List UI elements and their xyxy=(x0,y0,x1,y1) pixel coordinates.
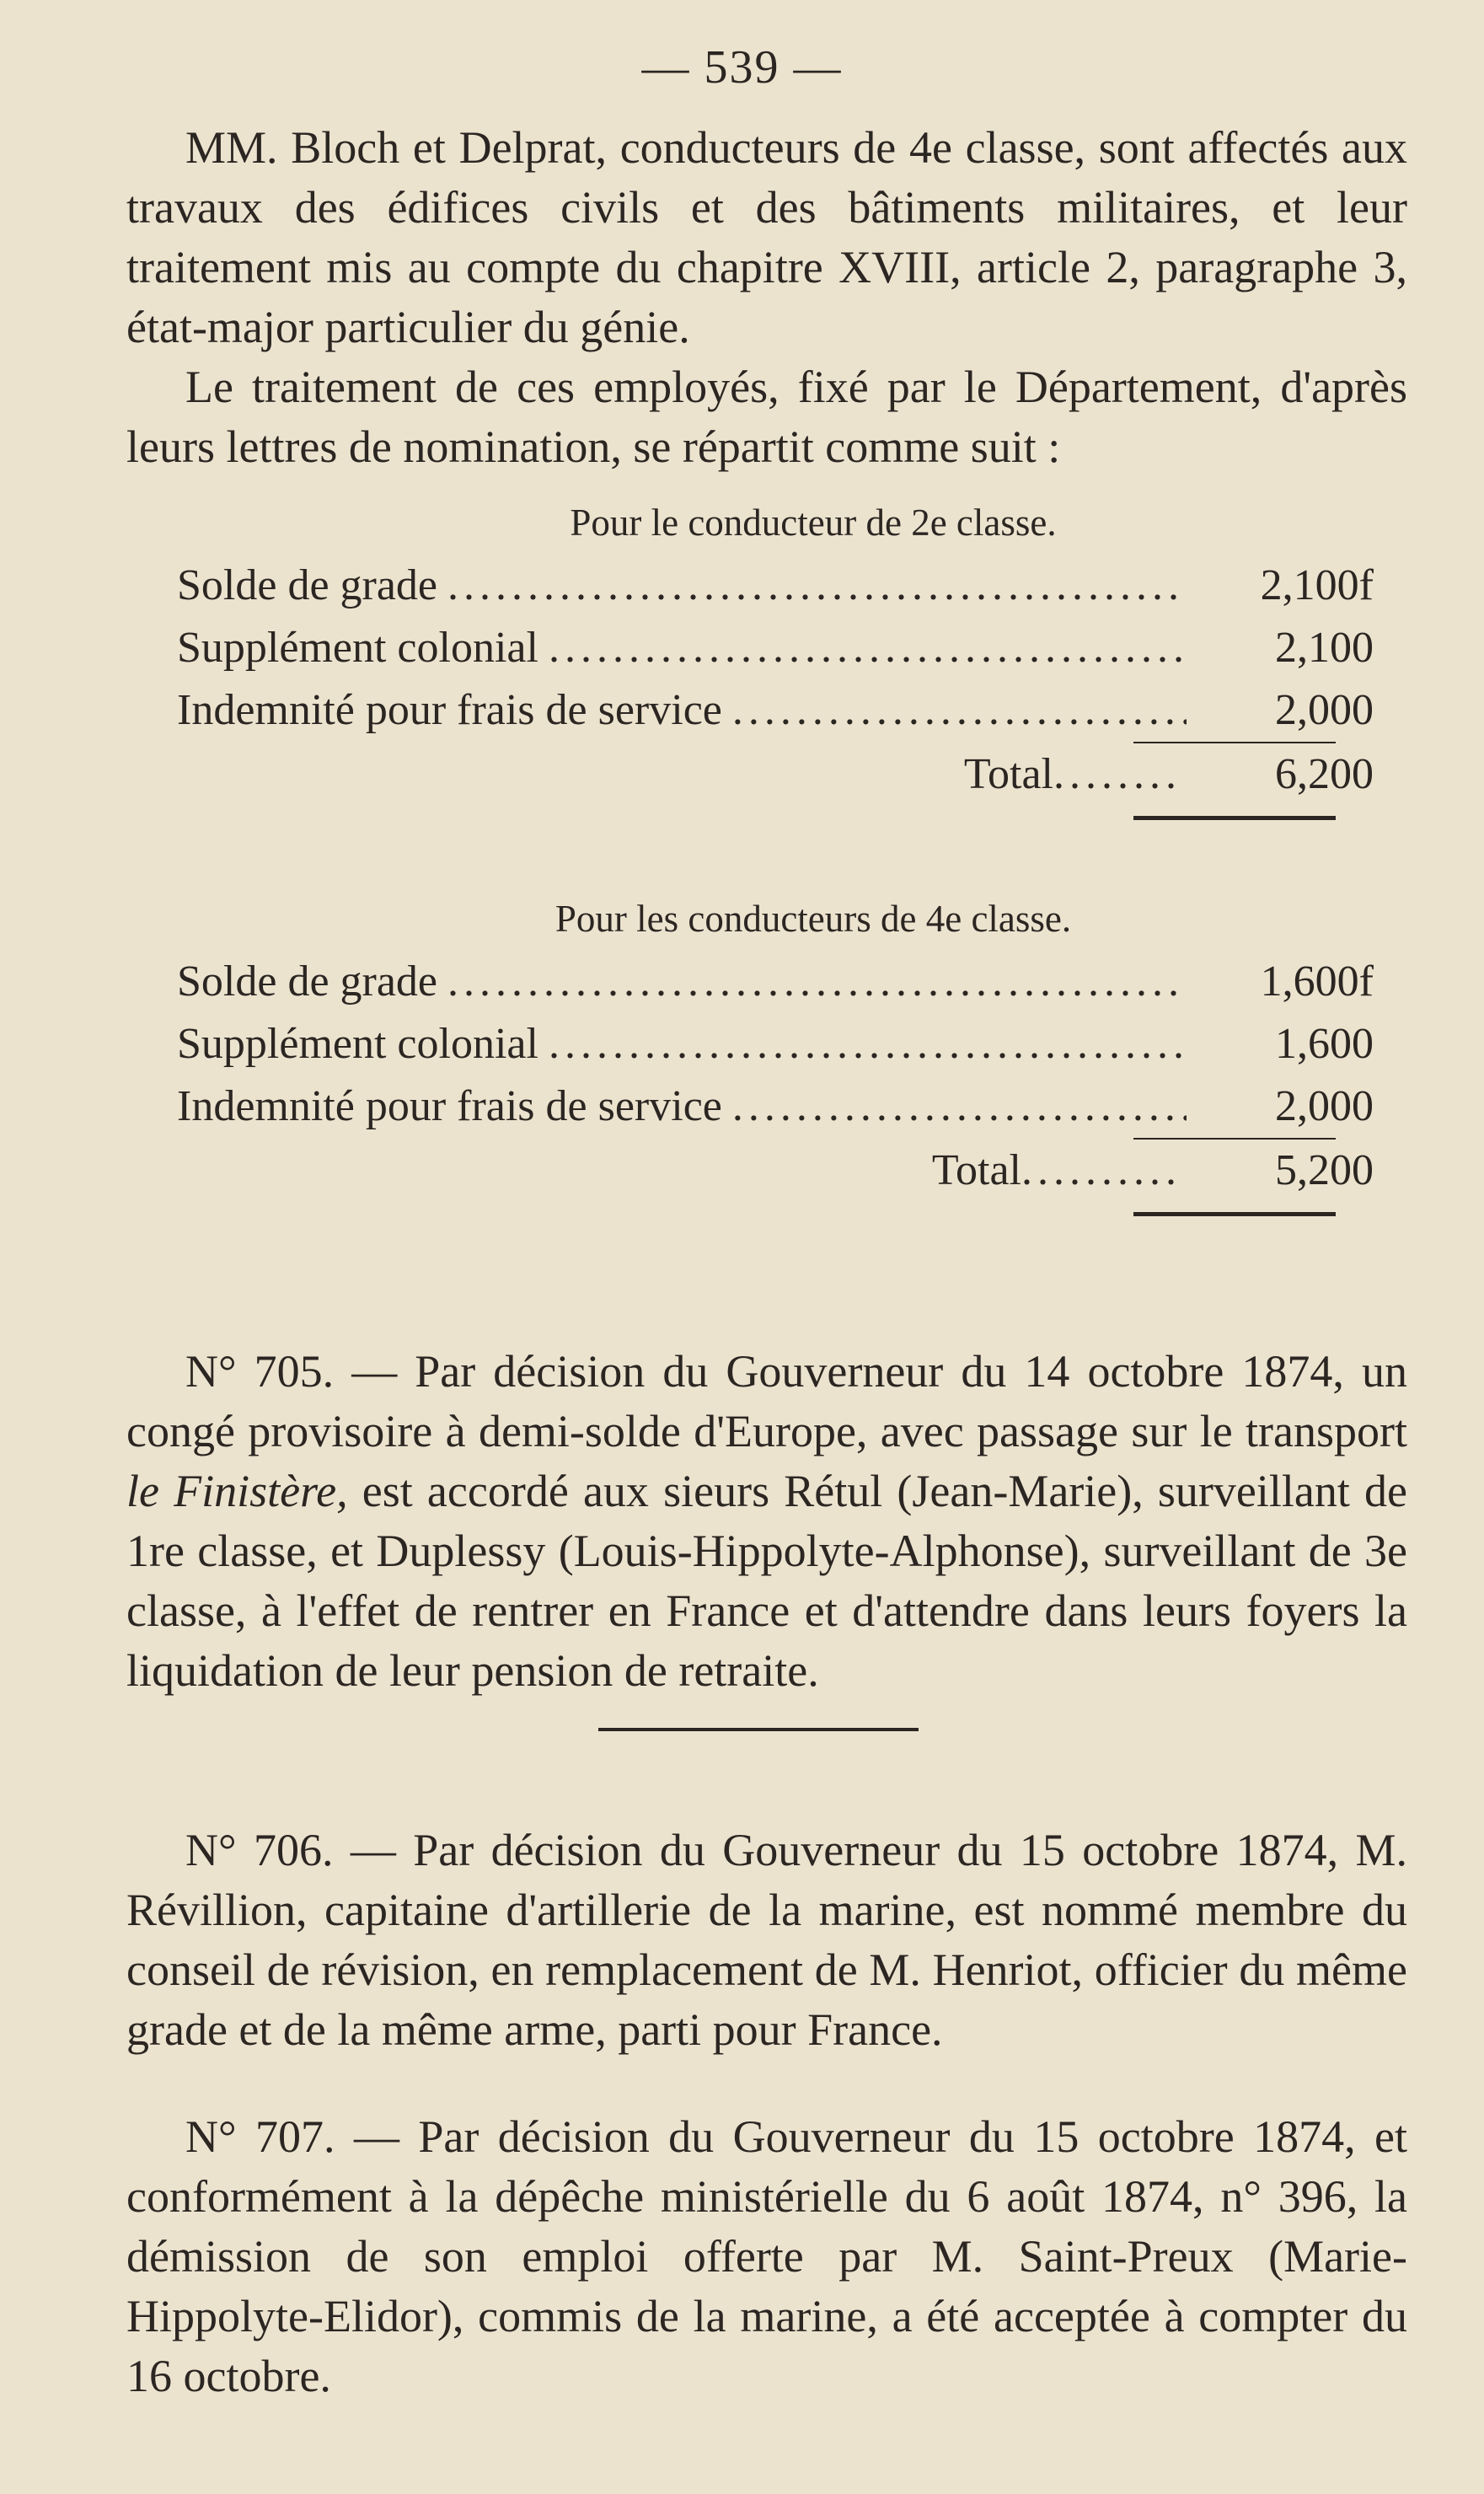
intro-section xyxy=(126,118,1407,477)
leader-dots xyxy=(732,1075,1187,1138)
leader-dots xyxy=(447,951,1187,1013)
decision-707-text: N° 707. — Par décision du Gouverneur du 15 octobre 1874, et conformément à la dépêche ministérielle du 6 août 1874, n° 396, la démission de son emploi offerte par M. Saint-Preux (Marie-Hippolyte-Elidor), commis de la marine, a été acceptée à compter du 16 octobre. xyxy=(126,2111,1407,2401)
table-row xyxy=(177,617,1374,679)
row-label: Supplément colonial xyxy=(177,624,538,672)
ship-name: le Finistère, xyxy=(126,1466,348,1516)
decision-706-text: N° 706. — Par décision du Gouverneur du 15 octobre 1874, M. Révillion, capitaine d'artillerie de la marine, est nommé membre du conseil de révision, en remplacement de M. Henriot, officier du même grade et de la même arme, parti pour France. xyxy=(126,1825,1407,2055)
total-label: Total xyxy=(963,750,1053,798)
table-2e-heading: Pour le conducteur de 2e classe. xyxy=(570,501,1057,544)
leader-dots: .......... xyxy=(1021,1146,1181,1194)
total-row xyxy=(177,743,1374,806)
row-value: 2,100f xyxy=(1260,561,1374,609)
row-value: 1,600 xyxy=(1275,1020,1374,1068)
decision-705 xyxy=(126,1342,1407,1701)
decision-706 xyxy=(126,1821,1407,2060)
total-rule xyxy=(1133,1212,1336,1216)
total-value: 5,200 xyxy=(1275,1146,1374,1194)
table-row xyxy=(177,951,1374,1013)
salary-table-2e-classe xyxy=(126,497,1407,820)
total-rule xyxy=(1133,816,1336,820)
table-4e-heading: Pour les conducteurs de 4e classe. xyxy=(554,898,1072,940)
decision-705-text xyxy=(126,1342,1407,1701)
table-row xyxy=(177,1013,1374,1075)
table-row xyxy=(177,555,1374,617)
leader-dots xyxy=(549,1013,1187,1075)
decision-705-part-1: N° 705. — Par décision du Gouverneur du 14 octobre 1874, un congé provisoire à demi-solde d'Europe, avec passage sur le transport xyxy=(126,1346,1407,1456)
section-separator xyxy=(598,1728,919,1731)
row-label: Solde de grade xyxy=(177,561,438,609)
total-row xyxy=(177,1140,1374,1202)
row-label: Solde de grade xyxy=(177,957,438,1006)
total-label: Total xyxy=(931,1146,1021,1194)
intro-paragraph-2: Le traitement de ces employés, fixé par le Département, d'après leurs lettres de nomination, se répartit comme suit : xyxy=(126,362,1407,472)
row-label: Supplément colonial xyxy=(177,1020,538,1068)
decision-707 xyxy=(126,2107,1407,2406)
page-number: — 539 — xyxy=(641,41,843,94)
row-label: Indemnité pour frais de service xyxy=(177,1082,722,1130)
total-value: 6,200 xyxy=(1275,750,1374,798)
row-value: 2,000 xyxy=(1275,686,1374,734)
salary-table-4e-classe xyxy=(126,893,1407,1216)
leader-dots: ........ xyxy=(1053,750,1181,798)
row-value: 1,600f xyxy=(1260,957,1374,1006)
decision-705-part-2: est accordé aux sieurs Rétul (Jean-Marie), surveillant de 1re classe, et Duplessy (Louis-Hippolyte-Alphonse), surveillant de 3e classe, à l'effet de rentrer en France et d'attendre dans leurs foyers la liquidation de leur pension de retraite. xyxy=(126,1466,1407,1696)
leader-dots xyxy=(549,617,1187,679)
row-label: Indemnité pour frais de service xyxy=(177,686,722,734)
leader-dots xyxy=(447,555,1187,617)
row-value: 2,100 xyxy=(1275,624,1374,672)
table-row xyxy=(177,1075,1374,1138)
row-value: 2,000 xyxy=(1275,1082,1374,1130)
intro-paragraph-1: MM. Bloch et Delprat, conducteurs de 4e classe, sont affectés aux travaux des édifices civils et des bâtiments militaires, et leur traitement mis au compte du chapitre XVIII, article 2, paragraphe 3, état-major particulier du génie. xyxy=(126,122,1407,352)
table-row xyxy=(177,679,1374,742)
leader-dots xyxy=(732,679,1187,742)
